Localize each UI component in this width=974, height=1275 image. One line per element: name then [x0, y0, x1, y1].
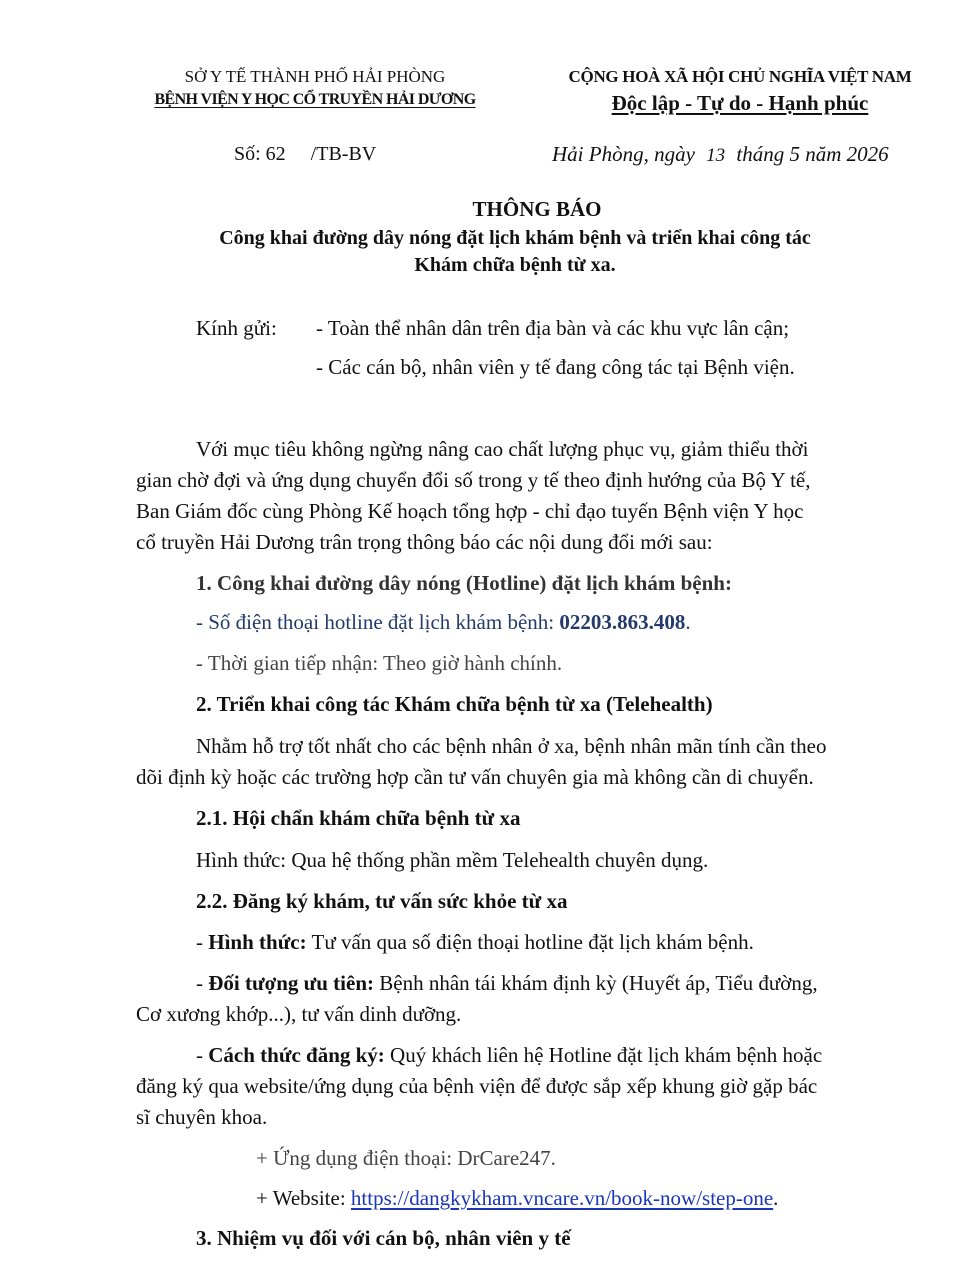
- website-end: .: [773, 1186, 779, 1210]
- website-link[interactable]: https://dangkykham.vncare.vn/book-now/step-one: [350, 1186, 774, 1210]
- issuer-hospital-name: BỆNH VIỆN Y HỌC CỔ TRUYỀN HẢI DƯƠNG: [154, 91, 476, 108]
- intro-line-3: Ban Giám đốc cùng Phòng Kế hoạch tổng hợp - chỉ đạo tuyến Bệnh viện Y học: [136, 499, 804, 523]
- date-day: 13: [706, 145, 726, 166]
- date-prefix: Hải Phòng, ngày: [552, 142, 695, 166]
- section-2-para-line-2: dõi định kỳ hoặc các trường hợp cần tư vấn chuyên gia mà không cần di chuyển.: [136, 765, 814, 789]
- form-line: [196, 927, 754, 957]
- website-label: + Website:: [256, 1186, 351, 1210]
- section-1-heading: 1. Công khai đường dây nóng (Hotline) đặt lịch khám bệnh:: [196, 571, 732, 595]
- reception-hours: - Thời gian tiếp nhận: Theo giờ hành chính.: [196, 651, 563, 675]
- form-label: Hình thức:: [208, 930, 307, 954]
- recipient-item-staff: - Các cán bộ, nhân viên y tế đang công tác tại Bệnh viện.: [316, 355, 795, 379]
- title-subject-line1: Công khai đường dây nóng đặt lịch khám bệnh và triển khai công tác: [219, 227, 811, 249]
- issuer-hospital: [120, 89, 510, 111]
- form-dash: -: [196, 930, 209, 954]
- hotline-number: 02203.863.408: [559, 610, 686, 634]
- issuer-department: SỞ Y TẾ THÀNH PHỐ HẢI PHÒNG: [184, 67, 446, 86]
- hotline-line: [196, 607, 691, 637]
- method-text: Quý khách liên hệ Hotline đặt lịch khám bệnh hoặc: [384, 1043, 823, 1067]
- document-date: [552, 141, 889, 169]
- hotline-end: .: [685, 610, 691, 634]
- country-name: CỘNG HOÀ XÃ HỘI CHỦ NGHĨA VIỆT NAM: [568, 67, 912, 86]
- method-line-3: sĩ chuyên khoa.: [136, 1105, 268, 1129]
- intro-line-4: cổ truyền Hải Dương trân trọng thông báo các nội dung đổi mới sau:: [136, 530, 713, 554]
- method-line-1: [196, 1040, 822, 1070]
- page-title: THÔNG BÁO: [472, 197, 602, 221]
- intro-line-2: gian chờ đợi và ứng dụng chuyển đổi số trong y tế theo định hướng của Bộ Y tế,: [136, 468, 811, 492]
- national-motto: [530, 90, 950, 116]
- date-suffix: tháng 5 năm 2026: [736, 142, 889, 166]
- intro-line-1: Với mục tiêu không ngừng nâng cao chất lượng phục vụ, giảm thiểu thời: [196, 437, 809, 461]
- title-subject-line2: Khám chữa bệnh từ xa.: [414, 254, 616, 276]
- section-2-1-heading: 2.1. Hội chẩn khám chữa bệnh từ xa: [196, 806, 521, 830]
- method-label: Cách thức đăng ký:: [208, 1043, 385, 1067]
- website-line: [256, 1183, 778, 1213]
- section-3-heading: 3. Nhiệm vụ đối với cán bộ, nhân viên y tế: [196, 1226, 571, 1250]
- app-line: + Ứng dụng điện thoại: DrCare247.: [256, 1146, 556, 1170]
- method-dash: -: [196, 1043, 209, 1067]
- method-line-2: đăng ký qua website/ứng dụng của bệnh viện để được sắp xếp khung giờ gặp bác: [136, 1074, 818, 1098]
- priority-text: Bệnh nhân tái khám định kỳ (Huyết áp, Tiểu đường,: [374, 971, 818, 995]
- priority-line-1: [196, 968, 818, 998]
- section-2-heading: 2. Triển khai công tác Khám chữa bệnh từ xa (Telehealth): [196, 692, 713, 716]
- section-2-1-text: Hình thức: Qua hệ thống phần mềm Telehealth chuyên dụng.: [196, 848, 709, 872]
- priority-line-2: Cơ xương khớp...), tư vấn dinh dưỡng.: [136, 1002, 462, 1026]
- document-number: Số: 62 /TB-BV: [234, 143, 377, 165]
- hotline-label: - Số điện thoại hotline đặt lịch khám bệnh:: [196, 610, 560, 634]
- recipient-item-public: - Toàn thể nhân dân trên địa bàn và các khu vực lân cận;: [316, 316, 790, 340]
- section-2-2-heading: 2.2. Đăng ký khám, tư vấn sức khỏe từ xa: [196, 889, 568, 913]
- priority-label: Đối tượng ưu tiên:: [208, 971, 375, 995]
- recipients-label: Kính gửi:: [196, 316, 277, 340]
- national-motto-text: Độc lập - Tự do - Hạnh phúc: [611, 91, 869, 115]
- form-text: Tư vấn qua số điện thoại hotline đặt lịch khám bệnh.: [306, 930, 754, 954]
- priority-dash: -: [196, 971, 209, 995]
- section-2-para-line-1: Nhằm hỗ trợ tốt nhất cho các bệnh nhân ở xa, bệnh nhân mãn tính cần theo: [196, 734, 827, 758]
